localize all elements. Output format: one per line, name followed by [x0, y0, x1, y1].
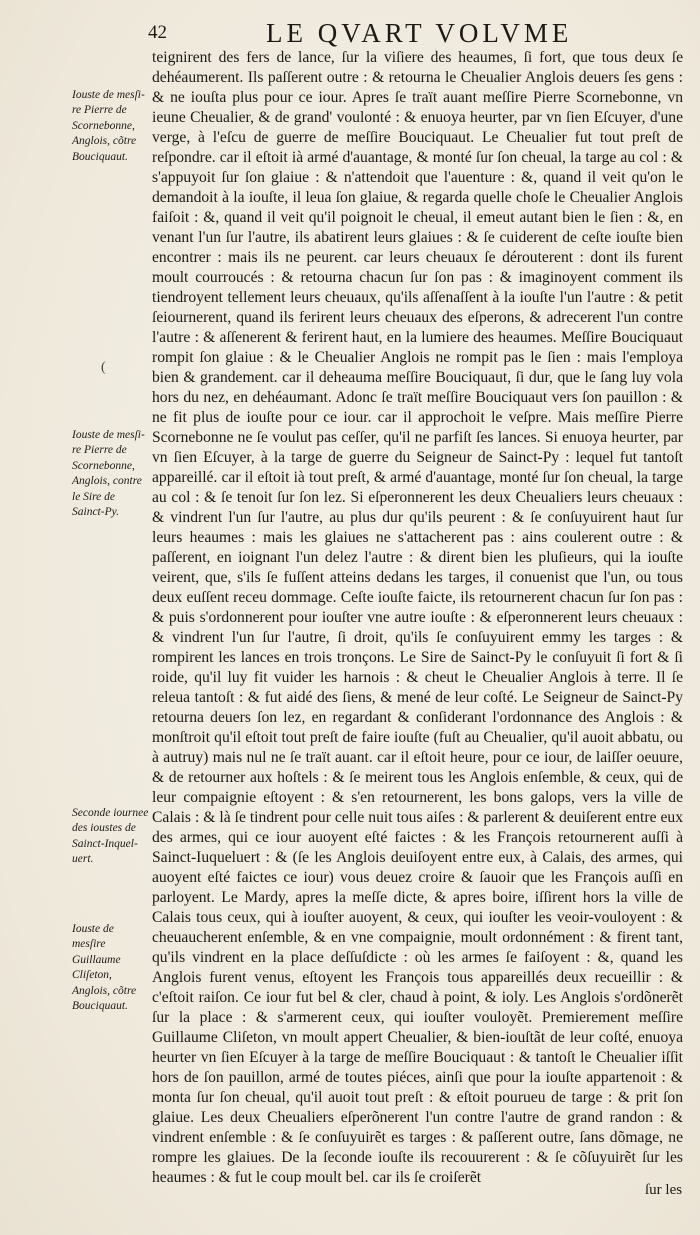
main-text-block [152, 48, 683, 1188]
margin-note: Iouste de mesſi-re Pierre de Scornebonne, Anglois, contre le Sire de Sainct-Py. [72, 429, 145, 519]
stray-mark: ( [101, 360, 106, 375]
body-paragraph: teignirent des fers de lance, ſur la viſiere des heaumes, ſi fort, que tous deux ſe dehéaumerent. Ils paſſerent outre : & retourna le Cheualier Anglois deuers ſes gens : & ne iouſta plus pour ce iour. Apres ſe traït auant meſſire Pierre Scornebonne, vn ieune Cheualier, & de grand' voulonté : & enuoya heurter, par vn ſien Eſcuyer, d'une verge, à l'eſcu de guerre de meſſire Bouciquaut. Le Cheualier fut tout preſt de reſpondre. car il eſtoit ià armé d'auantage, & monté ſur ſon cheual, la targe au col : & s'appuyoit ſur ſon glaiue : & n'attendoit que l'auenture : &, quand il veit qu'on le demandoit à la iouſte, il leua ſon glaiue, & regarda quelle choſe le Cheualier Anglois faiſoit : &, quand il veit qu'il poignoit le cheual, il emeut autant bien le ſien : &, en venant l'un ſur l'autre, ils abatirent leurs glaiues : & ſe cuiderent de ceſte iouſte bien encontrer : mais ils ne peurent. car leurs cheuaux ſe dérouterent : dont ils furent moult courroucés : & retourna chacun ſur ſon pas : & imaginoyent comment ils tiendroyent tellement leurs cheuaux, qu'ils aſſenaſſent à la iouſte l'un l'autre : & petit ſeiournerent, quand ils ferirent leurs cheuaux des eſperons, & adrecerent l'un contre l'autre : & aſſenerent & ferirent haut, en la lumiere des heaumes. Meſſire Bouciquaut rompit ſon glaiue : & le Cheualier Anglois ne rompit pas le ſien : mais l'employa bien & grandement. car il deheauma meſſire Bouciquaut, ſi dur, que le ſang luy vola hors du nez, en dehéaumant. Adonc ſe traït meſſire Bouciquaut vers ſon pauillon : & ne fit plus de iouſte pour ce iour. car il approchoit le veſpre. Mais meſſire Pierre Scornebonne ne ſe voulut pas ceſſer, qu'il ne parfiſt ſes lances. Si enuoya heurter, par vn ſien Eſcuyer, à la targe de guerre du Seigneur de Sainct-Py : lequel fut tantoſt appareillé. car il eſtoit ià tout preſt, & armé d'auantage, monté ſur ſon cheual, la targe au col : & ſe tenoit ſur ſon lez. Si eſperonnerent les deux Cheualiers leurs cheuaux : & vindrent l'un ſur l'autre, au plus dur qu'ils peurent : & ſe conſuyuirent haut ſur leurs heaumes : mais les glaiues ne s'attacherent pas : ains coulerent outre : & paſſerent, en ioignant l'un delez l'autre : & dirent bien les pluſieurs, qui la iouſte veirent, que, s'ils ſe fuſſent atteins dedans les targes, il conuenist que l'un, ou tous deux euſſent receu dommage. Ceſte iouſte faicte, ils retournerent chacun ſur ſon pas : & puis s'ordonnerent pour iouſter vne autre iouſte : & eſperonnerent leurs cheuaux : & vindrent l'un ſur l'autre, ſi droit, qu'ils ſe conſuyuirent emmy les targes : & rompirent les lances en trois tronçons. Le Sire de Sainct-Py le conſuyuit ſi fort & ſi roide, qu'il luy fit vuider les harnois : & cheut le Cheualier Anglois à terre. Il ſe releua tantoſt : & fut aidé des ſiens, & mené de leur coſté. Le Seigneur de Sainct-Py retourna deuers ſon lez, en regardant & conſiderant l'ordonnance des Anglois : & monſtroit qu'il eſtoit tout preſt de faire iouſte (fuſt au Cheualier, qu'il auoit abbatu, ou à autruy) mais nul ne ſe traït auant. car il eſtoit heure, pour ce iour, de laiſſer oeuure, & de retourner aux hoſtels : & ſe meirent tous les Anglois enſemble, & ceux, qui de leur compaignie eſtoyent : & s'en retournerent, les bons galops, vers la ville de Calais : & là ſe tindrent pour celle nuit tous aiſes : & parlerent & deuiſerent entre eux des armes, qui ce iour auoyent eſté faictes : & les François retournerent auſſi à Sainct-Iuqueluert : & (ſe les Anglois deuiſoyent entre eux, à Calais, des armes, qui auoyent eſté faictes ce iour) vous deuez croire & ſauoir que les François auſſi en parloyent. Le Mardy, apres la meſſe dicte, & apres boire, iſſirent hors la ville de Calais tous ceux, qui à iouſter auoyent, & ceux, qui iouſter les veoir-vouloyent : & cheuaucherent enſemble, & en vne compaignie, moult ordonnément : & firent tant, qu'ils vindrent en la place deſſuſdicte : où les armes ſe faiſoyent : &, quand les Anglois furent venus, eſtoyent les François tous appareillés deux recueillir : & c'eſtoit raiſon. Ce iour fut bel & cler, chaud à point, & ioly. Les Anglois s'ordõnerẽt ſur la place : & s'armerent ceux, qui iouſter vouloyẽt. Premierement meſſire Guillaume Cliſeton, vn moult appert Cheualier, & bien-iouſtãt de leur coſté, enuoya heurter vn ſien Eſcuyer à la targe de meſſire Bouciquaut : & tantoſt le Cheualier iſſit hors de ſon pauillon, armé de toutes piéces, ainſi que pour la iouſte appartenoit : & monta ſur ſon cheual, qu'il auoit tout preſt : & eſtoit pourueu de targe : & prit ſon glaiue. Les deux Cheualiers eſperõnerent l'un contre l'autre de grand randon : & vindrent enſemble : & ſe conſuyuirẽt es targes : & paſſerent outre, ſans dõmage, ne rompre les glaiues. De la ſeconde iouſte ils recouurerent : & ſe cõſuyuirẽt ſur les heaumes : & fut le coup moult bel. car ils ſe croiſerẽt [152, 49, 683, 1186]
running-head: LE QVART VOLVME [266, 18, 573, 48]
margin-note: Seconde iournee des ioustes de Sainct-Inquel-uert. [72, 807, 149, 866]
margin-note: Iouste de mesſi-re Pierre de Scornebonne, Anglois, cõtre Bouciquaut. [72, 89, 145, 163]
margin-note: Iouste de mesſire Guillaume Cliſeton, Anglois, cõtre Bouciquaut. [72, 923, 137, 1013]
catchword: ſur les [645, 1182, 683, 1198]
folio-number: 42 [148, 22, 167, 43]
